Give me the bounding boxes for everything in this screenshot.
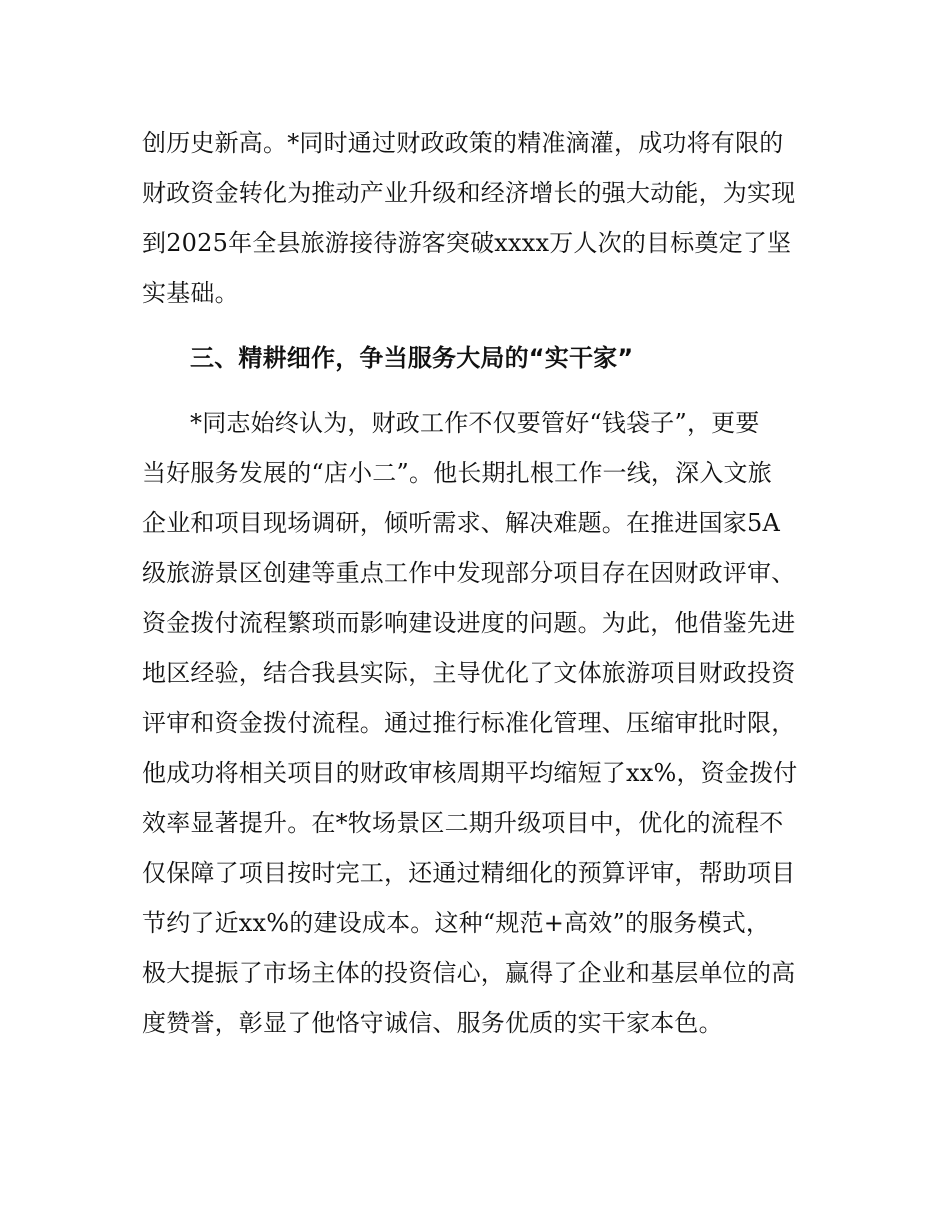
paragraph-line: 到2025年全县旅游接待游客突破xxxx万人次的目标奠定了坚 [142,229,792,257]
paragraph-line: *同志始终认为，财政工作不仅要管好“钱袋子”，更要 [190,409,760,437]
paragraph-line: 企业和项目现场调研，倾听需求、解决难题。在推进国家5A [142,509,780,537]
paragraph-line: 效率显著提升。在*牧场景区二期升级项目中，优化的流程不 [142,809,784,837]
paragraph-line: 极大提振了市场主体的投资信心，赢得了企业和基层单位的高 [142,959,796,987]
paragraph-line: 仅保障了项目按时完工，还通过精细化的预算评审，帮助项目 [142,859,796,887]
paragraph-line: 评审和资金拨付流程。通过推行标准化管理、压缩审批时限， [142,709,796,737]
paragraph-line: 度赞誉，彰显了他恪守诚信、服务优质的实干家本色。 [142,1009,723,1037]
paragraph-line: 财政资金转化为推动产业升级和经济增长的强大动能，为实现 [142,179,796,207]
paragraph-line: 节约了近xx%的建设成本。这种“规范+高效”的服务模式， [142,909,771,937]
paragraph-line: 地区经验，结合我县实际，主导优化了文体旅游项目财政投资 [142,659,796,687]
paragraph-line: 级旅游景区创建等重点工作中发现部分项目存在因财政评审、 [142,559,796,587]
paragraph-line: 资金拨付流程繁琐而影响建设进度的问题。为此，他借鉴先进 [142,609,796,637]
paragraph-line: 创历史新高。*同时通过财政政策的精准滴灌，成功将有限的 [142,129,784,157]
paragraph-line: 实基础。 [142,279,239,307]
section-heading: 三、精耕细作，争当服务大局的“实干家” [190,344,634,372]
paragraph-line: 他成功将相关项目的财政审核周期平均缩短了xx%，资金拨付 [142,759,798,787]
paragraph-line: 当好服务发展的“店小二”。他长期扎根工作一线，深入文旅 [142,459,772,487]
